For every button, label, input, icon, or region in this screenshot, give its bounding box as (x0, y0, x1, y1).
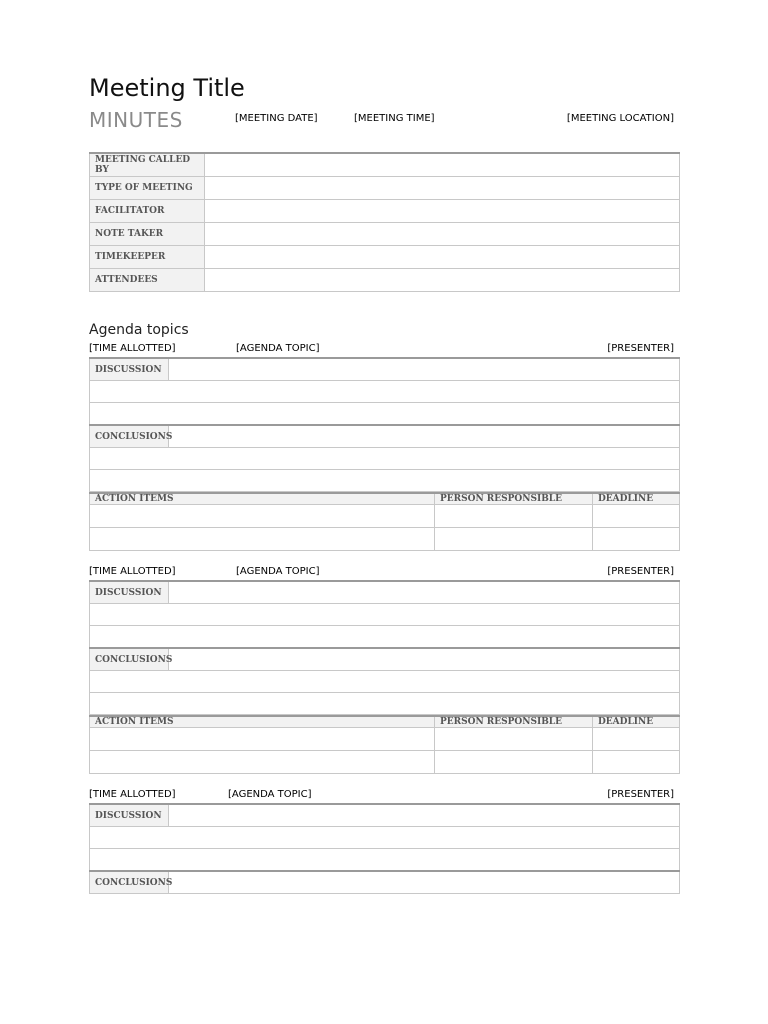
discussion-cell[interactable] (90, 381, 680, 403)
action-item-cell[interactable] (90, 528, 435, 551)
minutes-header-row (89, 106, 680, 140)
conclusions-cell[interactable] (90, 470, 680, 492)
info-label: MEETING CALLED BY (90, 153, 205, 177)
deadline-header: DEADLINE (593, 716, 680, 728)
info-label: TIMEKEEPER (90, 246, 205, 269)
action-item-cell[interactable] (90, 728, 435, 751)
agenda-topic-field[interactable]: [AGENDA TOPIC] (236, 343, 320, 354)
meeting-time-field[interactable]: [MEETING TIME] (354, 113, 435, 124)
conclusions-label: CONCLUSIONS (90, 425, 169, 448)
conclusions-row (90, 448, 680, 470)
topic-table (89, 580, 680, 715)
info-value-cell[interactable] (205, 153, 680, 177)
action-item-row (90, 528, 680, 551)
topic-header (89, 563, 680, 580)
discussion-cell[interactable] (90, 626, 680, 649)
person-responsible-cell[interactable] (435, 528, 593, 551)
action-items-header: ACTION ITEMS (90, 716, 435, 728)
action-items-table (89, 715, 680, 774)
person-responsible-header: PERSON RESPONSIBLE (435, 493, 593, 505)
info-row (90, 200, 680, 223)
conclusions-label: CONCLUSIONS (90, 871, 169, 894)
action-items-header-row (90, 493, 680, 505)
info-value-cell[interactable] (205, 246, 680, 269)
meeting-title[interactable]: Meeting Title (89, 74, 245, 102)
discussion-cell[interactable] (90, 604, 680, 626)
info-label: ATTENDEES (90, 269, 205, 292)
discussion-label: DISCUSSION (90, 358, 169, 381)
action-item-row (90, 505, 680, 528)
discussion-row (90, 827, 680, 849)
minutes-document (89, 70, 680, 894)
topic-table (89, 357, 680, 492)
action-items-table (89, 492, 680, 551)
person-responsible-cell[interactable] (435, 751, 593, 774)
person-responsible-header: PERSON RESPONSIBLE (435, 716, 593, 728)
time-allotted-field[interactable]: [TIME ALLOTTED] (89, 789, 176, 800)
presenter-field[interactable]: [PRESENTER] (607, 343, 674, 354)
conclusions-cell[interactable] (169, 871, 680, 894)
action-item-row (90, 751, 680, 774)
conclusions-header-row (90, 425, 680, 448)
info-row (90, 177, 680, 200)
info-value-cell[interactable] (205, 200, 680, 223)
person-responsible-cell[interactable] (435, 728, 593, 751)
discussion-row (90, 849, 680, 872)
discussion-label: DISCUSSION (90, 581, 169, 604)
info-value-cell[interactable] (205, 223, 680, 246)
time-allotted-field[interactable]: [TIME ALLOTTED] (89, 343, 176, 354)
discussion-cell[interactable] (90, 403, 680, 426)
action-item-cell[interactable] (90, 751, 435, 774)
discussion-cell[interactable] (169, 581, 680, 604)
person-responsible-cell[interactable] (435, 505, 593, 528)
action-item-row (90, 728, 680, 751)
time-allotted-field[interactable]: [TIME ALLOTTED] (89, 566, 176, 577)
discussion-row (90, 604, 680, 626)
info-row (90, 223, 680, 246)
conclusions-header-row (90, 648, 680, 671)
discussion-cell[interactable] (169, 804, 680, 827)
minutes-subtitle: MINUTES (89, 108, 183, 132)
presenter-field[interactable]: [PRESENTER] (607, 789, 674, 800)
discussion-row (90, 403, 680, 426)
info-row (90, 246, 680, 269)
meeting-info-table (89, 152, 680, 292)
action-item-cell[interactable] (90, 505, 435, 528)
deadline-cell[interactable] (593, 751, 680, 774)
conclusions-cell[interactable] (90, 448, 680, 470)
discussion-label: DISCUSSION (90, 804, 169, 827)
meeting-location-field[interactable]: [MEETING LOCATION] (566, 113, 674, 124)
agenda-topic-field[interactable]: [AGENDA TOPIC] (236, 566, 320, 577)
discussion-header-row (90, 581, 680, 604)
action-items-header: ACTION ITEMS (90, 493, 435, 505)
presenter-field[interactable]: [PRESENTER] (607, 566, 674, 577)
info-value-cell[interactable] (205, 177, 680, 200)
info-value-cell[interactable] (205, 269, 680, 292)
topic-header (89, 340, 680, 357)
conclusions-row (90, 671, 680, 693)
info-row (90, 153, 680, 177)
conclusions-row (90, 693, 680, 715)
conclusions-cell[interactable] (90, 671, 680, 693)
deadline-header: DEADLINE (593, 493, 680, 505)
discussion-cell[interactable] (90, 827, 680, 849)
discussion-header-row (90, 358, 680, 381)
info-row (90, 269, 680, 292)
discussion-header-row (90, 804, 680, 827)
conclusions-header-row (90, 871, 680, 894)
topic-header (89, 786, 680, 803)
agenda-heading: Agenda topics (89, 322, 189, 338)
topic-table (89, 803, 680, 894)
conclusions-cell[interactable] (169, 648, 680, 671)
conclusions-cell[interactable] (169, 425, 680, 448)
discussion-cell[interactable] (90, 849, 680, 872)
conclusions-label: CONCLUSIONS (90, 648, 169, 671)
discussion-row (90, 381, 680, 403)
meeting-date-field[interactable]: [MEETING DATE] (235, 113, 318, 124)
info-label: FACILITATOR (90, 200, 205, 223)
deadline-cell[interactable] (593, 528, 680, 551)
conclusions-cell[interactable] (90, 693, 680, 715)
discussion-cell[interactable] (169, 358, 680, 381)
discussion-row (90, 626, 680, 649)
deadline-cell[interactable] (593, 728, 680, 751)
agenda-topic-field[interactable]: [AGENDA TOPIC] (228, 789, 312, 800)
info-label: NOTE TAKER (90, 223, 205, 246)
conclusions-row (90, 470, 680, 492)
deadline-cell[interactable] (593, 505, 680, 528)
action-items-header-row (90, 716, 680, 728)
info-label: TYPE OF MEETING (90, 177, 205, 200)
